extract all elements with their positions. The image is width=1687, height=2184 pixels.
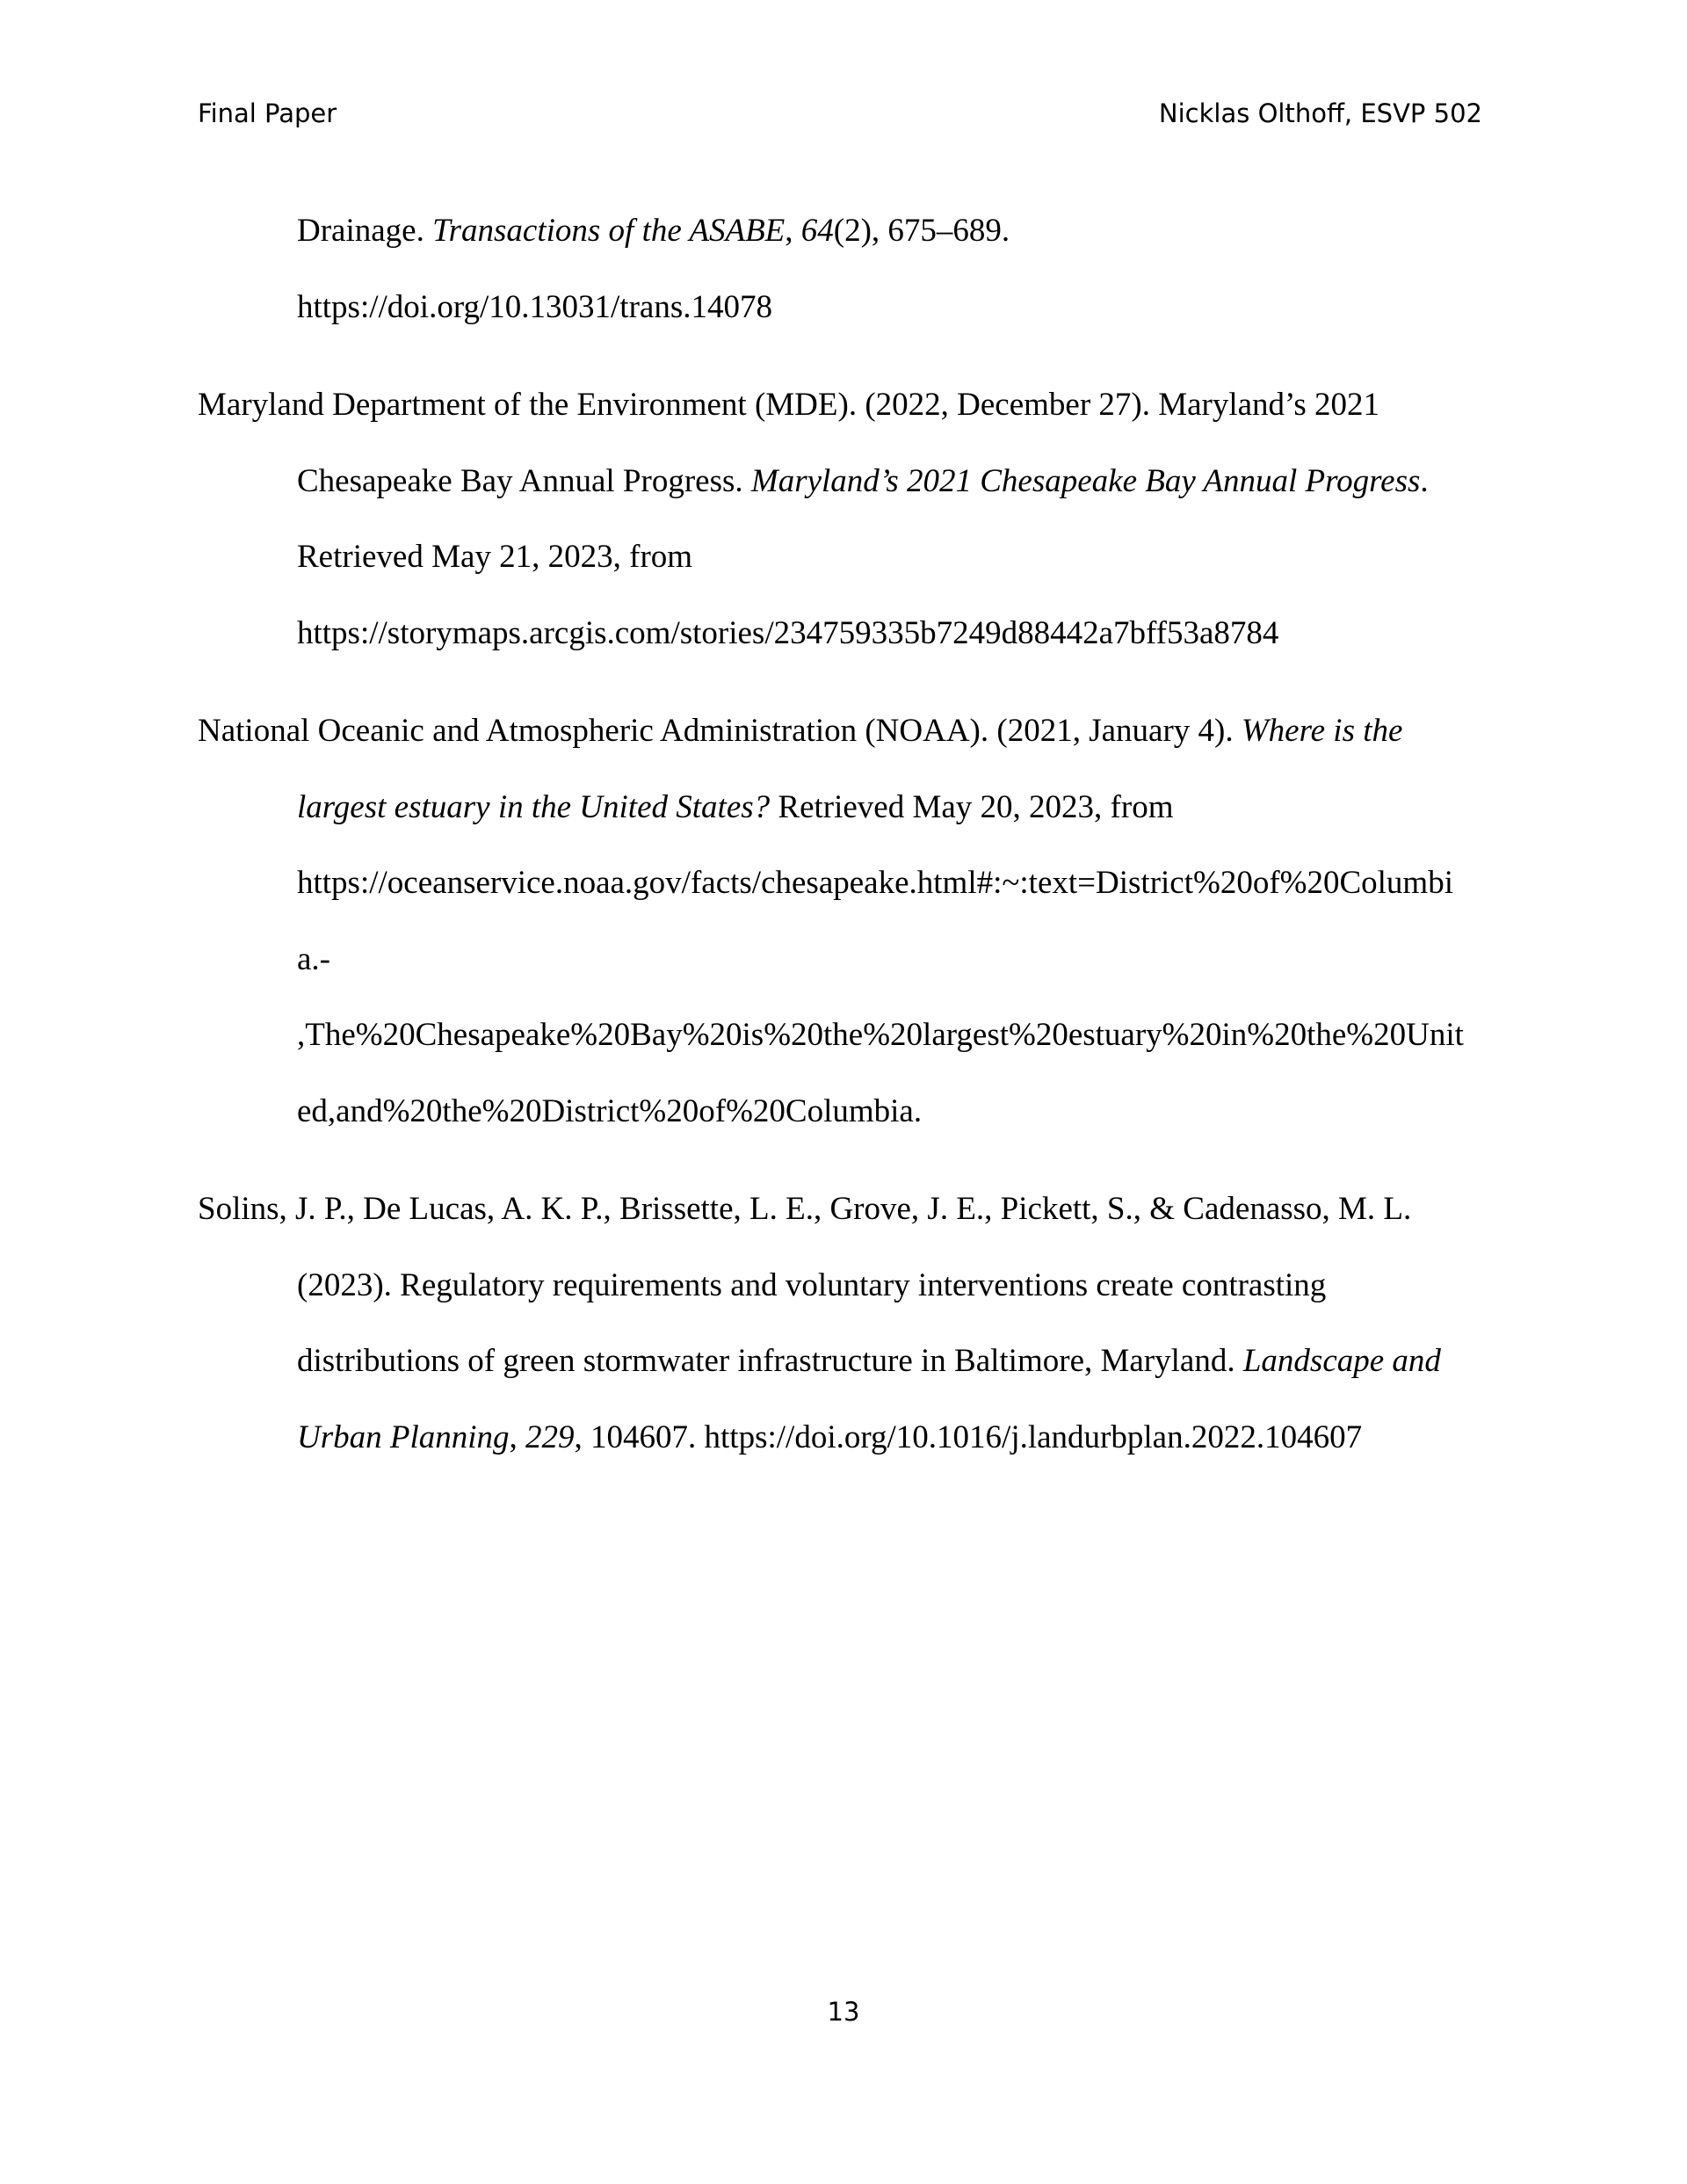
text-run: Retrieved May 21, 2023, from xyxy=(297,539,693,575)
reference-line xyxy=(198,693,1482,770)
reference-list xyxy=(198,193,1482,1476)
reference-line xyxy=(198,519,1482,596)
reference-line xyxy=(198,770,1482,846)
page-number: 13 xyxy=(827,1997,860,2027)
italic-text: 64 xyxy=(800,213,834,249)
reference-line xyxy=(198,1074,1482,1150)
reference-line xyxy=(198,444,1482,520)
reference-line xyxy=(198,193,1482,270)
reference-gap xyxy=(198,345,1482,367)
reference-entry xyxy=(198,1172,1482,1476)
text-run: distributions of green stormwater infrastructure in Baltimore, Maryland. xyxy=(297,1343,1243,1379)
reference-line xyxy=(198,845,1482,922)
text-run: Maryland Department of the Environment (MDE). (2022, December 27). Maryland’s 2021 xyxy=(198,387,1379,423)
reference-line xyxy=(198,922,1482,998)
italic-text: Where is the xyxy=(1241,713,1403,749)
reference-entry xyxy=(198,693,1482,1150)
text-run: , xyxy=(785,213,801,249)
italic-text: Urban Planning xyxy=(297,1419,510,1455)
italic-text: 229 xyxy=(525,1419,575,1455)
text-run: ed,and%20the%20District%20of%20Columbia. xyxy=(297,1092,923,1129)
text-run: Drainage. xyxy=(297,213,433,249)
page-header xyxy=(198,98,1482,141)
italic-text: Transactions of the ASABE xyxy=(432,213,786,249)
reference-entry xyxy=(198,193,1482,345)
text-run: (2), 675–689. xyxy=(833,213,1010,249)
text-run: ,The%20Chesapeake%20Bay%20is%20the%20largest%20estuary%20in%20the%20Unit xyxy=(297,1017,1464,1053)
text-run: https://oceanservice.noaa.gov/facts/chesapeake.html#:~:text=District%20of%20Columbi xyxy=(297,865,1453,901)
reference-line xyxy=(198,1400,1482,1477)
text-run: , xyxy=(509,1419,526,1455)
header-title: Final Paper xyxy=(198,98,337,128)
text-run: (2023). Regulatory requirements and voluntary interventions create contrasting xyxy=(297,1266,1327,1303)
text-run: a.- xyxy=(297,940,330,977)
reference-line xyxy=(198,1324,1482,1400)
text-run: . xyxy=(1420,462,1429,499)
reference-entry xyxy=(198,367,1482,671)
reference-line xyxy=(198,596,1482,672)
reference-line xyxy=(198,367,1482,444)
header-author: Nicklas Olthoff, ESVP 502 xyxy=(1158,98,1482,128)
text-run: , 104607. https://doi.org/10.1016/j.landurbplan.2022.104607 xyxy=(574,1419,1363,1455)
reference-line xyxy=(198,270,1482,346)
italic-text: Landscape and xyxy=(1242,1343,1441,1379)
text-run: https://storymaps.arcgis.com/stories/234759335b7249d88442a7bff53a8784 xyxy=(297,614,1279,651)
reference-gap xyxy=(198,1150,1482,1172)
text-run: https://doi.org/10.13031/trans.14078 xyxy=(297,288,772,325)
text-run: Chesapeake Bay Annual Progress. xyxy=(297,462,751,499)
italic-text: largest estuary in the United States? xyxy=(297,788,771,825)
italic-text: Maryland’s 2021 Chesapeake Bay Annual Progress xyxy=(750,462,1421,499)
reference-gap xyxy=(198,671,1482,693)
text-run: Retrieved May 20, 2023, from xyxy=(770,788,1174,825)
text-run: National Oceanic and Atmospheric Administration (NOAA). (2021, January 4). xyxy=(198,713,1242,749)
text-run: Solins, J. P., De Lucas, A. K. P., Brissette, L. E., Grove, J. E., Pickett, S., & Cadenasso, M. L. xyxy=(198,1191,1412,1227)
reference-line xyxy=(198,998,1482,1074)
reference-line xyxy=(198,1248,1482,1324)
reference-line xyxy=(198,1172,1482,1248)
